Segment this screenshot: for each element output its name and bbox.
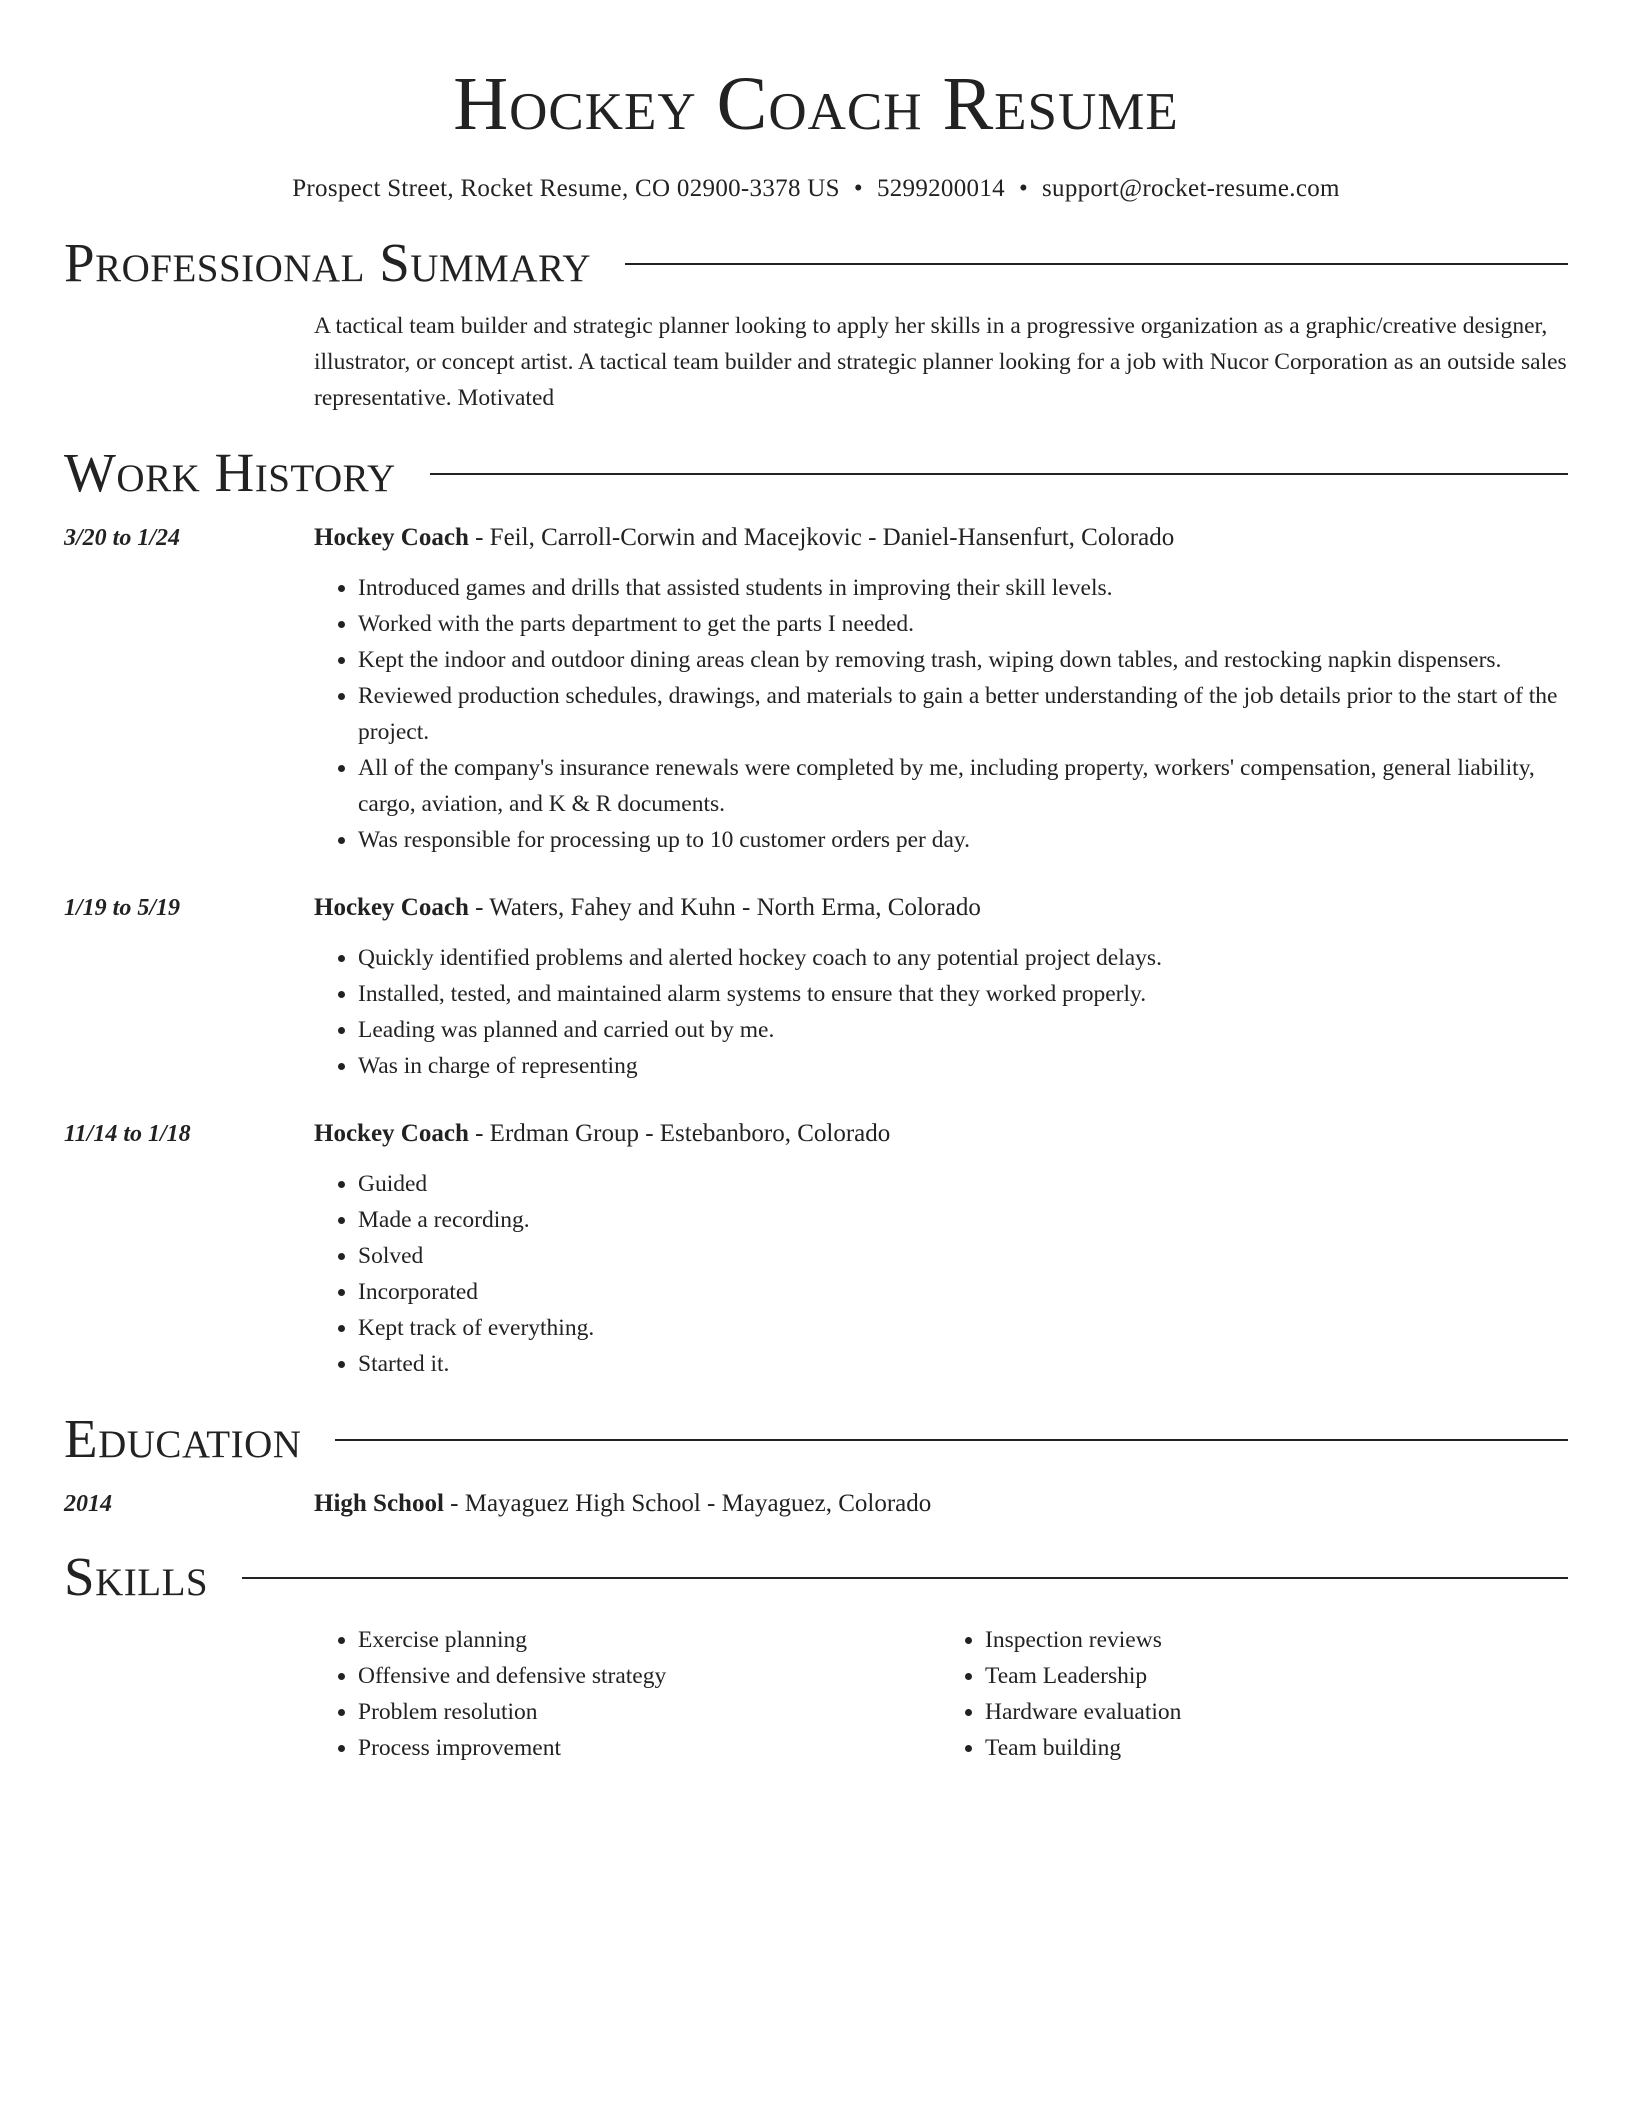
list-item: • Guided <box>358 1166 1568 1202</box>
list-item: • Kept the indoor and outdoor dining areas clean by removing trash, wiping down tables, and restocking napkin dispensers. <box>358 642 1568 678</box>
contact-address: Prospect Street, Rocket Resume, CO 02900-3378 US <box>292 175 840 202</box>
summary-heading: Professional Summary <box>64 232 592 293</box>
list-item: • Was responsible for processing up to 10 customer orders per day. <box>358 822 1568 858</box>
education-school: - Mayaguez High School - Mayaguez, Colorado <box>443 1490 932 1517</box>
resume-title: Hockey Coach Resume <box>453 62 1179 146</box>
list-item: • All of the company's insurance renewals were completed by me, including property, workers' compensation, general liability, cargo, aviation, and K & R documents. <box>358 750 1568 822</box>
job-entry-1 <box>64 520 1568 858</box>
education-title-line <box>314 1486 1568 1522</box>
list-item: • Team building <box>985 1730 1568 1766</box>
section-divider <box>625 263 1568 265</box>
list-item: • Introduced games and drills that assisted students in improving their skill levels. <box>358 570 1568 606</box>
list-item: • Started it. <box>358 1346 1568 1382</box>
list-item: • Made a recording. <box>358 1202 1568 1238</box>
job-employer: - Feil, Carroll-Corwin and Macejkovic - Daniel-Hansenfurt, Colorado <box>468 524 1175 551</box>
list-item: • Solved <box>358 1238 1568 1274</box>
job-entry-2 <box>64 890 1568 1084</box>
education-entry <box>64 1486 1568 1522</box>
job-title-line <box>314 520 1568 556</box>
skills-section-header <box>64 1544 1568 1610</box>
list-item: • Team Leadership <box>985 1658 1568 1694</box>
resume-page <box>64 0 1568 1766</box>
summary-text: A tactical team builder and strategic planner looking to apply her skills in a progressive organization as a graphic/creative designer, illustrator, or concept artist. A tactical team builder and strategic planner looking for a job with Nucor Corporation as an outside sales representative. Motivated <box>314 313 1567 411</box>
job-body <box>314 520 1568 858</box>
summary-section-header <box>64 230 1568 296</box>
list-item: • Exercise planning <box>358 1622 941 1658</box>
work-heading: Work History <box>64 442 396 503</box>
job-dates: 1/19 to 5/19 <box>64 895 181 921</box>
education-year: 2014 <box>64 1491 112 1517</box>
section-divider <box>430 473 1568 475</box>
skills-list-left <box>314 1622 941 1766</box>
list-item: • Installed, tested, and maintained alarm systems to ensure that they worked properly. <box>358 976 1568 1012</box>
work-section-header <box>64 440 1568 506</box>
job-title-line <box>314 1116 1568 1152</box>
skills-heading: Skills <box>64 1546 209 1607</box>
job-dates: 3/20 to 1/24 <box>64 525 181 551</box>
job-employer: - Waters, Fahey and Kuhn - North Erma, Colorado <box>468 894 981 921</box>
list-item: • Offensive and defensive strategy <box>358 1658 941 1694</box>
contact-separator: • <box>853 175 863 202</box>
section-divider <box>242 1577 1568 1579</box>
education-degree: High School <box>314 1490 444 1517</box>
list-item: • Problem resolution <box>358 1694 941 1730</box>
list-item: • Worked with the parts department to get the parts I needed. <box>358 606 1568 642</box>
section-divider <box>335 1439 1568 1441</box>
job-title: Hockey Coach <box>314 524 469 551</box>
list-item: • Was in charge of representing <box>358 1048 1568 1084</box>
contact-email: support@rocket-resume.com <box>1042 175 1340 202</box>
list-item: • Incorporated <box>358 1274 1568 1310</box>
list-item: • Kept track of everything. <box>358 1310 1568 1346</box>
list-item: • Hardware evaluation <box>985 1694 1568 1730</box>
education-section-header <box>64 1406 1568 1472</box>
job-bullets <box>314 570 1568 858</box>
contact-phone: 5299200014 <box>876 175 1005 202</box>
job-bullets <box>314 940 1568 1084</box>
list-item: • Process improvement <box>358 1730 941 1766</box>
job-body <box>314 890 1568 1084</box>
job-body <box>314 1116 1568 1382</box>
skills-columns <box>314 1622 1568 1766</box>
job-employer: - Erdman Group - Estebanboro, Colorado <box>468 1120 891 1147</box>
job-title: Hockey Coach <box>314 894 469 921</box>
job-entry-3 <box>64 1116 1568 1382</box>
job-bullets <box>314 1166 1568 1382</box>
contact-separator: • <box>1018 175 1028 202</box>
list-item: • Reviewed production schedules, drawings, and materials to gain a better understanding of the job details prior to the start of the project. <box>358 678 1568 750</box>
list-item: • Quickly identified problems and alerted hockey coach to any potential project delays. <box>358 940 1568 976</box>
skills-list-right <box>941 1622 1568 1766</box>
list-item: • Inspection reviews <box>985 1622 1568 1658</box>
education-heading: Education <box>64 1408 302 1469</box>
list-item: • Leading was planned and carried out by me. <box>358 1012 1568 1048</box>
job-dates: 11/14 to 1/18 <box>64 1121 191 1147</box>
education-body <box>314 1486 1568 1522</box>
contact-line <box>64 172 1568 206</box>
job-title: Hockey Coach <box>314 1120 469 1147</box>
job-title-line <box>314 890 1568 926</box>
